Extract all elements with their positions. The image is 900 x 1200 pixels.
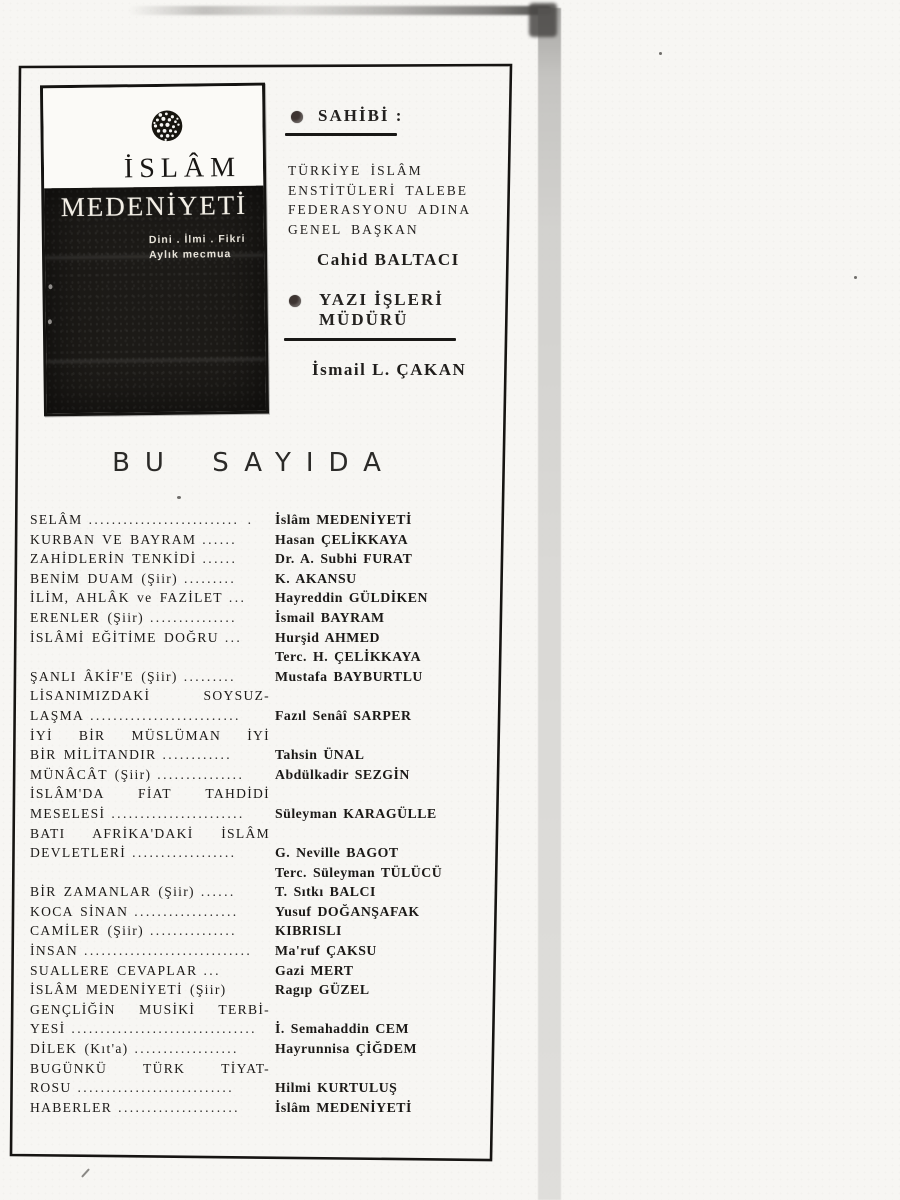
toc-leader-dots: ....................... [111,805,245,821]
toc-entry-author: İ. Semahaddin CEM [275,1021,410,1037]
toc-leader-dots: .................. [132,845,237,861]
toc-leader-dots: ........................... [77,1080,235,1096]
toc-row [30,1039,464,1059]
toc-entry-title: SUALLERE CEVAPLAR ... [30,962,221,978]
toc-entry-title: İLİM, AHLÂK ve FAZİLET ... [30,590,247,606]
toc-list [30,510,464,1117]
toc-row [30,804,464,824]
toc-leader-dots: ................................ [71,1021,257,1037]
toc-entry-title: ROSU ........................... [30,1080,235,1096]
toc-leader-dots: ............................. [84,943,253,959]
toc-entry-author [270,824,464,844]
toc-entry-title: MESELESİ ....................... [30,805,245,821]
owner-label: SAHİBİ : [318,106,404,125]
cover-subtitle [45,231,264,264]
cover-upper-area [43,86,263,189]
toc-leader-dots: ...... [202,551,238,567]
toc-entry-author: T. Sıtkı BALCI [275,884,376,900]
toc-entry-title: LAŞMA .......................... [30,707,241,723]
toc-entry-author: Terc. Süleyman TÜLÜCÜ [275,864,443,880]
toc-entry-title: İSLÂM MEDENİYETİ (Şiir) [30,982,227,998]
toc-entry-title: KURBAN VE BAYRAM ...... [30,531,238,547]
toc-entry-author [270,1000,464,1020]
toc-row [30,1019,464,1039]
toc-row [30,1098,464,1118]
toc-entry-author: Tahsin ÜNAL [275,747,365,763]
toc-row [30,745,464,765]
toc-entry-title: İYİ BİR MÜSLÜMAN İYİ [30,727,270,743]
editor-label-line2: MÜDÜRÜ [319,310,409,329]
toc-entry-author: İslâm MEDENİYETİ [275,1099,412,1115]
toc-row [30,628,464,648]
bullet-icon [289,295,301,307]
owner-name: Cahid BALTACI [317,250,460,269]
toc-entry-author: G. Neville BAGOT [275,845,399,861]
toc-leader-dots: ..................... [118,1099,240,1115]
toc-leader-dots: .......................... . [88,512,254,527]
toc-row [30,686,464,706]
editor-label [319,290,444,330]
cover-lower-area [44,186,266,414]
toc-entry-title: DEVLETLERİ .................. [30,845,237,861]
toc-leader-dots: ......... [183,668,236,684]
toc-entry-title: BUGÜNKÜ TÜRK TİYAT- [30,1060,270,1076]
toc-row [30,961,464,981]
toc-row [30,824,464,844]
owner-organization [288,161,471,239]
toc-row [30,980,464,1000]
toc-row [30,1078,464,1098]
toc-row [30,647,464,667]
toc-row [30,863,464,883]
owner-org-line: GENEL BAŞKAN [288,221,419,237]
toc-leader-dots: ............... [149,923,237,939]
toc-leader-dots: ...... [200,884,236,900]
cover-subtitle-line1: Dini . İlmi . Fikri [148,232,246,246]
owner-org-line: FEDERASYONU ADINA [288,202,472,217]
toc-entry-author: Hurşid AHMED [275,629,380,645]
toc-entry-author: K. AKANSU [275,570,357,586]
toc-entry-author: Abdülkadir SEZGİN [275,766,410,782]
cover-speck [48,284,52,289]
toc-entry-title: BENİM DUAM (Şiir) ......... [30,570,237,586]
toc-row [30,784,464,804]
toc-entry-title: SELÂM .......................... . [30,512,254,527]
owner-org-line: ENSTİTÜLERİ TALEBE [288,182,469,198]
toc-row [30,667,464,687]
toc-entry-title: İSLÂMİ EĞİTİME DOĞRU ... [30,629,243,645]
toc-leader-dots: ............ [162,747,233,763]
toc-entry-author: Ragıp GÜZEL [275,982,370,998]
toc-entry-author: İsmail BAYRAM [275,609,385,625]
toc-entry-author [270,1059,464,1079]
toc-entry-title: BİR ZAMANLAR (Şiir) ...... [30,884,236,900]
toc-entry-author: Hilmi KURTULUŞ [275,1080,398,1096]
toc-row [30,1059,464,1079]
speckled-globe-icon [150,109,183,143]
cover-speck [48,319,52,324]
toc-row [30,941,464,961]
toc-entry-title: DİLEK (Kıt'a) .................. [30,1041,239,1057]
editor-name: İsmail L. ÇAKAN [312,360,467,379]
toc-entry-title: BATI AFRİKA'DAKİ İSLÂM [30,825,270,841]
toc-leader-dots: ... [228,590,247,606]
toc-row [30,706,464,726]
toc-entry-author: Dr. A. Subhi FURAT [275,551,413,567]
cover-scan-streak [46,358,265,364]
toc-row [30,882,464,902]
owner-org-line: TÜRKİYE İSLÂM [288,163,423,178]
toc-entry-author: Gazi MERT [275,962,354,978]
toc-leader-dots: ...... [202,531,238,547]
toc-row [30,921,464,941]
toc-row [30,530,464,550]
toc-leader-dots: ............... [149,609,237,625]
toc-entry-author: Ma'ruf ÇAKSU [275,943,377,959]
toc-entry-author [270,726,464,746]
editor-label-line1: YAZI İŞLERİ [319,290,444,309]
toc-row [30,1000,464,1020]
toc-leader-dots: ... [224,629,243,645]
toc-entry-title: İNSAN ............................. [30,943,253,959]
toc-entry-author: Fazıl Senâî SARPER [275,707,412,723]
toc-row [30,549,464,569]
toc-row [30,902,464,922]
toc-row [30,588,464,608]
toc-entry-author: Süleyman KARAGÜLLE [275,805,437,821]
toc-entry-author: İslâm MEDENİYETİ [275,512,412,527]
bullet-icon [291,111,303,123]
toc-entry-author: Terc. H. ÇELİKKAYA [275,649,422,665]
toc-entry-title: MÜNÂCÂT (Şiir) ............... [30,766,245,782]
toc-entry-title: LİSANIMIZDAKİ SOYSUZ- [30,688,270,704]
toc-leader-dots: ... [203,962,221,978]
toc-row [30,608,464,628]
toc-entry-title: ERENLER (Şiir) ............... [30,609,237,625]
toc-entry-title: HABERLER ..................... [30,1099,240,1115]
toc-leader-dots: .................. [134,903,239,919]
toc-entry-title: KOCA SİNAN .................. [30,903,239,919]
cover-title-medeniyeti: MEDENİYETİ [60,189,248,223]
toc-leader-dots: .................. [134,1041,239,1057]
toc-entry-author: Hayrunnisa ÇİĞDEM [275,1041,417,1057]
toc-leader-dots: .......................... [90,707,241,723]
toc-leader-dots: ............... [157,766,245,782]
toc-entry-title: GENÇLİĞİN MUSİKİ TERBİ- [30,1001,270,1017]
contents-heading: BU SAYIDA [112,448,396,478]
toc-entry-title: ZAHİDLERİN TENKİDİ ...... [30,551,238,567]
toc-entry-author: Hasan ÇELİKKAYA [275,531,409,547]
toc-row [30,765,464,785]
toc-entry-title [30,647,270,667]
toc-row [30,510,464,530]
cover-title-islam: İSLÂM [123,151,242,185]
cover-subtitle-line2: Aylık mecmua [148,247,232,261]
toc-row [30,726,464,746]
toc-entry-title: ŞANLI ÂKİF'E (Şiir) ......... [30,668,236,684]
owner-label-underline [285,133,397,136]
toc-entry-title: CAMİLER (Şiir) ............... [30,923,237,939]
toc-row [30,843,464,863]
toc-leader-dots: ......... [183,570,237,586]
editor-divider-rule [284,338,456,341]
toc-entry-author [270,784,464,804]
toc-entry-author: Mustafa BAYBURTLU [275,668,423,684]
toc-entry-author: Hayreddin GÜLDİKEN [275,590,428,606]
toc-entry-title: BİR MİLİTANDIR ............ [30,747,233,763]
toc-entry-author: KIBRISLI [275,923,342,939]
toc-entry-title: İSLÂM'DA FİAT TAHDİDİ [30,786,270,802]
toc-row [30,569,464,589]
magazine-cover [40,83,269,417]
toc-entry-author [270,686,464,706]
toc-entry-title [30,863,270,883]
toc-entry-author: Yusuf DOĞANŞAFAK [275,903,420,919]
toc-entry-title: YESİ ................................ [30,1021,257,1037]
